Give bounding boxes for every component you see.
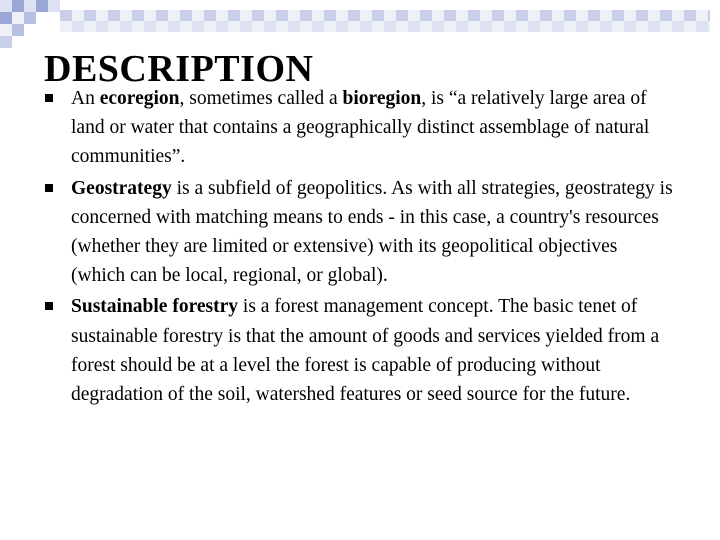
bullet-item [45,174,675,291]
square-bullet-icon [45,94,53,102]
bullet-text: is a forest management concept. The basic tenet of sustainable forestry is that the amount of goods and services yielded from a forest should be at a level the forest is capable of producing without degradation of the soil, watershed features or seed source for the future. [71,296,660,406]
bullet-item [45,84,675,172]
square-bullet-icon [45,302,53,310]
bullet-text: is a subfield of geopolitics. As with all strategies, geostrategy is concerned with matching means to ends - in this case, a country's resources (whether they are limited or extensive) with its geopolitical objectives (which can be local, regional, or global). [71,177,673,287]
square-bullet-icon [45,184,53,192]
bullet-term: ecoregion [99,88,180,109]
bullet-term: Geostrategy [71,177,172,199]
decorative-checker-pattern [0,0,60,48]
bullet-item [45,292,675,409]
decorative-top-band [60,10,710,32]
bullet-text: , is “a relatively large area of land or water that contains a geographically distinct assemblage of natural communities”. [71,88,650,168]
bullet-term: bioregion [342,88,422,109]
bullet-term: Sustainable forestry [71,296,239,318]
bullet-list [45,84,675,411]
bullet-text: , sometimes called a [179,88,343,109]
slide-title: DESCRIPTION [44,48,314,90]
bullet-text: An [71,88,100,109]
